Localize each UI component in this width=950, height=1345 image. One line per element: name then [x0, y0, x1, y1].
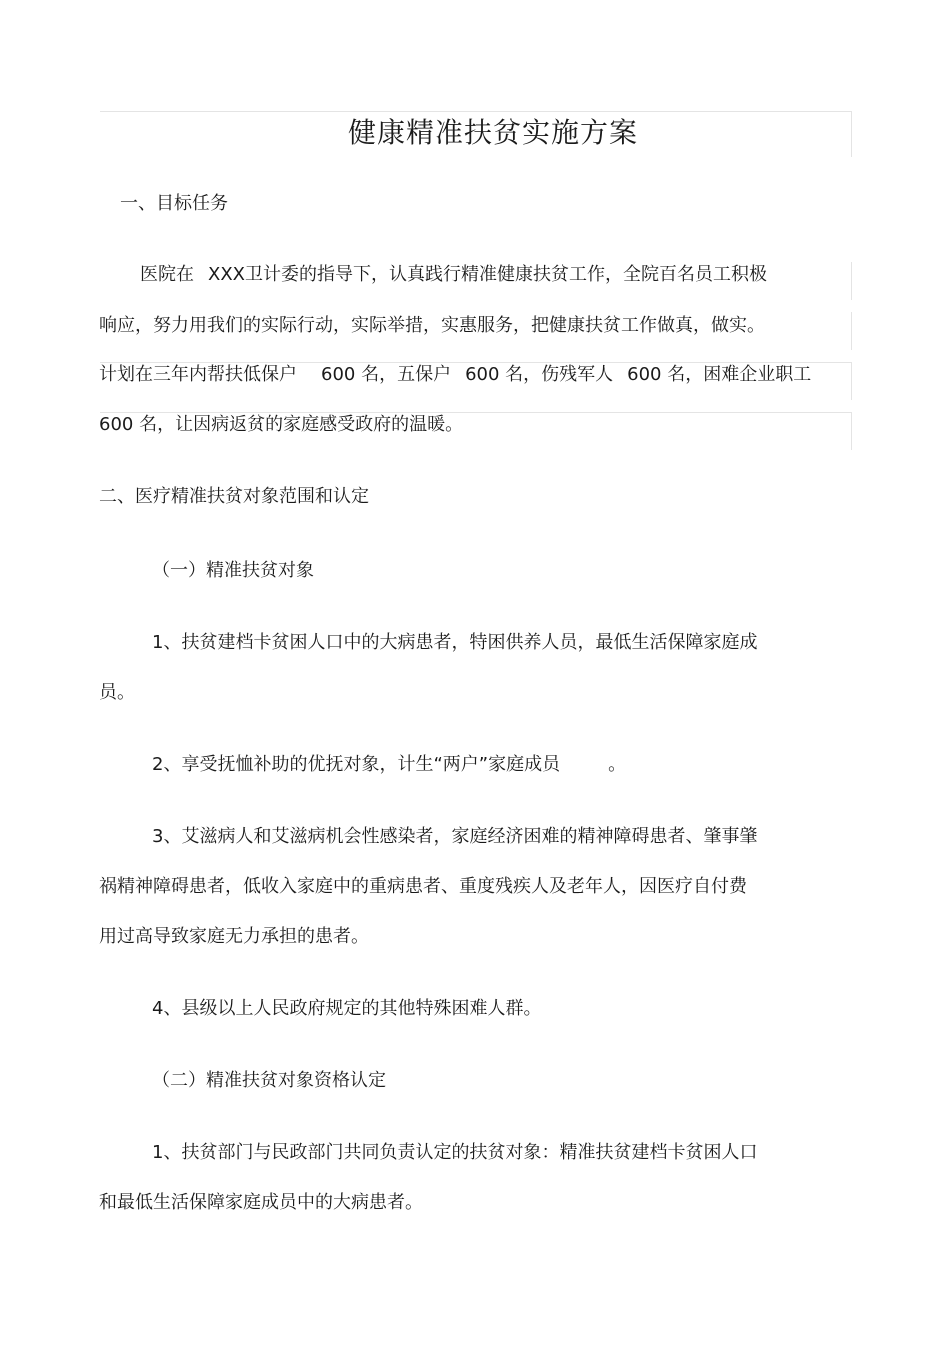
section1-para-line3-b: 600 名，五保户: [321, 364, 452, 385]
subsection1-item3-line3: 用过高导致家庭无力承担的患者。: [99, 926, 369, 947]
subsection1-item2: [152, 753, 626, 777]
para-right-rule-4: [851, 412, 852, 450]
section1-para-line3-c: 600 名，伤残军人: [465, 364, 614, 385]
subsection1-item1-line1: 1、扶贫建档卡贫困人口中的大病患者，特困供养人员，最低生活保障家庭成: [152, 632, 758, 653]
subsection1-item3-line1: 3、艾滋病人和艾滋病机会性感染者，家庭经济困难的精神障碍患者、肇事肇: [152, 826, 758, 847]
para-right-rule-1: [851, 262, 852, 300]
section1-para-line1-a: 医院在: [140, 264, 194, 285]
para-right-rule-3: [851, 362, 852, 400]
subsection2-item1-line1: 1、扶贫部门与民政部门共同负责认定的扶贫对象：精准扶贫建档卡贫困人口: [152, 1142, 758, 1163]
title-right-rule: [851, 111, 852, 157]
subsection2-item1-line2: 和最低生活保障家庭成员中的大病患者。: [99, 1192, 423, 1213]
section1-para-line1-b: XXX卫计委的指导下，认真践行精准健康扶贫工作，全院百名员工积极: [208, 264, 767, 285]
section1-para-line3: [99, 363, 811, 387]
subsection1-heading: （一）精准扶贫对象: [152, 560, 314, 581]
section1-para-line2: 响应，努力用我们的实际行动，实际举措，实惠服务，把健康扶贫工作做真，做实。: [99, 315, 765, 336]
section1-para-line1: [140, 263, 767, 287]
subsection1-item2-period: 。: [608, 754, 627, 775]
section1-para-line3-d: 600 名，困难企业职工: [627, 364, 812, 385]
subsection1-item1-line2: 员。: [99, 682, 135, 703]
para-right-rule-2: [851, 312, 852, 350]
subsection1-item3-line2: 祸精神障碍患者，低收入家庭中的重病患者、重度残疾人及老年人，因医疗自付费: [99, 876, 747, 897]
section1-heading: 一、目标任务: [120, 193, 228, 214]
subsection1-item2-text: 2、享受抚恤补助的优抚对象，计生“两户”家庭成员: [152, 754, 561, 775]
document-title: 健康精准扶贫实施方案: [348, 116, 639, 149]
title-top-rule: [100, 111, 852, 112]
section2-heading: 二、医疗精准扶贫对象范围和认定: [99, 486, 369, 507]
section1-para-line3-a: 计划在三年内帮扶低保户: [99, 364, 297, 385]
subsection1-item4: 4、县级以上人民政府规定的其他特殊困难人群。: [152, 998, 542, 1019]
subsection2-heading: （二）精准扶贫对象资格认定: [152, 1070, 386, 1091]
section1-para-line4: 600 名，让因病返贫的家庭感受政府的温暖。: [99, 414, 464, 435]
